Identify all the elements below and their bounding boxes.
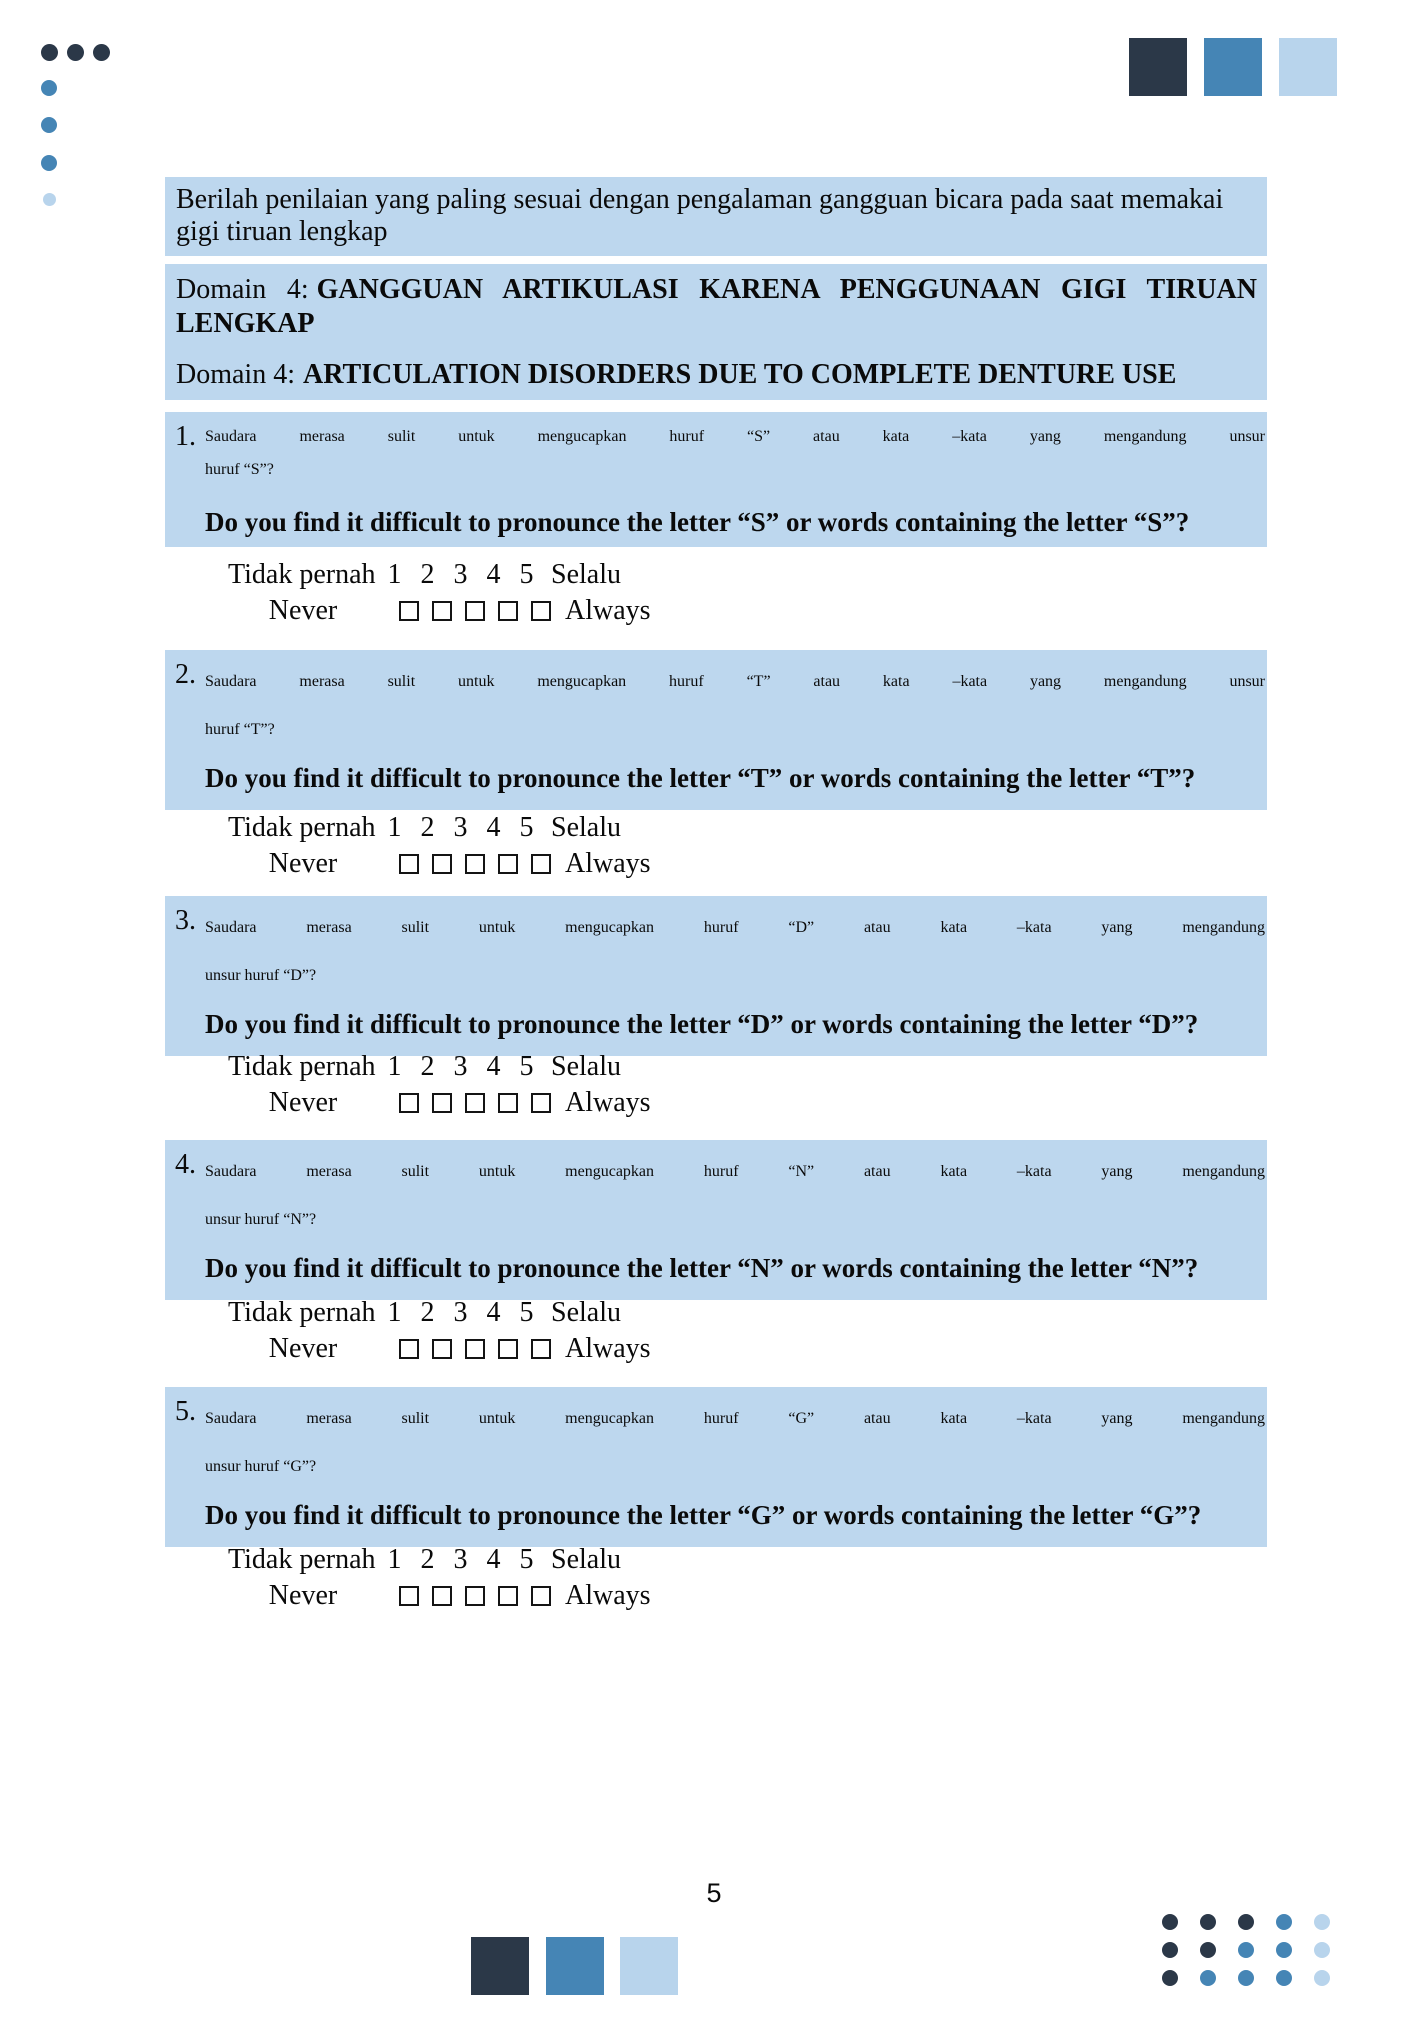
question-text-indonesian-line2: unsur huruf “G”? — [205, 1458, 317, 1475]
scale-number-2: 2 — [420, 559, 435, 590]
question-number: 1. — [175, 421, 196, 452]
scale-checkbox-row — [228, 593, 651, 629]
scale-right-label-id: Selalu — [551, 1544, 621, 1575]
scale-left-label-en: Never — [268, 848, 338, 879]
rating-checkbox-5[interactable] — [531, 1093, 551, 1113]
question-text-english: Do you find it difficult to pronounce the letter “N” or words containing the letter “N”? — [205, 1253, 1199, 1283]
deco-dot — [1238, 1970, 1254, 1986]
domain-title-block — [165, 264, 1267, 400]
deco-dot — [1162, 1942, 1178, 1958]
deco-dot — [1162, 1914, 1178, 1930]
deco-dot — [1238, 1942, 1254, 1958]
deco-dot — [1200, 1914, 1216, 1930]
scale-right-label-en: Always — [565, 1333, 651, 1364]
domain-title-bold: GANGGUAN ARTIKULASI KARENA PENGGUNAAN GIGI TIRUAN — [316, 274, 1257, 305]
domain-title-indonesian — [176, 273, 1257, 307]
domain-title-english — [176, 358, 1257, 392]
scale-left-label-id: Tidak pernah — [228, 1297, 376, 1328]
rating-checkbox-5[interactable] — [531, 854, 551, 874]
scale-number-2: 2 — [420, 1544, 435, 1575]
scale-number-3: 3 — [453, 1051, 468, 1082]
rating-checkbox-5[interactable] — [531, 1586, 551, 1606]
scale-number-4: 4 — [486, 812, 501, 843]
scale-labels-row — [228, 1049, 651, 1085]
question-text-indonesian: Saudara merasa sulit untuk mengucapkan huruf “T” atau kata –kata yang mengandung unsur — [205, 673, 1265, 690]
question-text-indonesian-line2: huruf “S”? — [205, 461, 274, 478]
rating-checkbox-2[interactable] — [432, 601, 452, 621]
rating-checkbox-3[interactable] — [465, 1586, 485, 1606]
scale-left-label-en: Never — [268, 595, 338, 626]
rating-checkbox-2[interactable] — [432, 1339, 452, 1359]
deco-dot — [41, 117, 57, 133]
deco-dot — [1276, 1942, 1292, 1958]
scale-number-5: 5 — [519, 812, 534, 843]
question-text-indonesian-line2: huruf “T”? — [205, 721, 275, 738]
scale-number-1: 1 — [387, 812, 402, 843]
rating-checkbox-3[interactable] — [465, 1093, 485, 1113]
scale-right-label-en: Always — [565, 1087, 651, 1118]
deco-square-light — [620, 1937, 678, 1995]
domain-prefix-en: Domain 4: — [176, 359, 295, 390]
scale-right-label-id: Selalu — [551, 559, 621, 590]
question-text-indonesian: Saudara merasa sulit untuk mengucapkan huruf “S” atau kata –kata yang mengandung unsur — [205, 428, 1265, 445]
scale-number-4: 4 — [486, 1544, 501, 1575]
deco-dot — [41, 80, 57, 96]
question-block-5 — [165, 1387, 1267, 1547]
question-block-1 — [165, 412, 1267, 547]
deco-dot — [43, 193, 56, 206]
question-number: 3. — [175, 905, 196, 936]
rating-checkbox-1[interactable] — [399, 1093, 419, 1113]
scale-number-1: 1 — [387, 1544, 402, 1575]
rating-checkbox-4[interactable] — [498, 601, 518, 621]
question-block-3 — [165, 896, 1267, 1056]
rating-checkbox-1[interactable] — [399, 854, 419, 874]
scale-labels-row — [228, 557, 651, 593]
scale-left-label-id: Tidak pernah — [228, 812, 376, 843]
question-text-indonesian: Saudara merasa sulit untuk mengucapkan huruf “N” atau kata –kata yang mengandung — [205, 1163, 1265, 1180]
scale-number-5: 5 — [519, 1297, 534, 1328]
deco-dot — [93, 44, 110, 61]
deco-dot — [1162, 1970, 1178, 1986]
scale-labels-row — [228, 1542, 651, 1578]
page-number: 5 — [706, 1878, 722, 1908]
question-text-english: Do you find it difficult to pronounce the letter “S” or words containing the letter “S”? — [205, 507, 1190, 537]
deco-dot — [1314, 1970, 1330, 1986]
rating-scale-4 — [228, 1295, 651, 1367]
scale-checkbox-row — [228, 1331, 651, 1367]
deco-dot — [1314, 1914, 1330, 1930]
rating-checkbox-3[interactable] — [465, 1339, 485, 1359]
intro-instruction-block — [165, 177, 1267, 256]
scale-number-4: 4 — [486, 1297, 501, 1328]
deco-dot — [41, 155, 57, 171]
question-text-indonesian-line2: unsur huruf “D”? — [205, 967, 317, 984]
scale-labels-row — [228, 810, 651, 846]
scale-number-2: 2 — [420, 812, 435, 843]
intro-line-2: gigi tiruan lengkap — [176, 216, 388, 247]
scale-number-3: 3 — [453, 1297, 468, 1328]
scale-number-5: 5 — [519, 559, 534, 590]
rating-checkbox-3[interactable] — [465, 601, 485, 621]
scale-checkbox-row — [228, 1085, 651, 1121]
scale-right-label-id: Selalu — [551, 1051, 621, 1082]
rating-checkbox-4[interactable] — [498, 854, 518, 874]
question-text-english: Do you find it difficult to pronounce the letter “T” or words containing the letter “T”? — [205, 763, 1196, 793]
deco-dot — [1200, 1970, 1216, 1986]
scale-number-1: 1 — [387, 1297, 402, 1328]
scale-right-label-en: Always — [565, 595, 651, 626]
rating-scale-3 — [228, 1049, 651, 1121]
deco-dot — [41, 44, 58, 61]
rating-scale-5 — [228, 1542, 651, 1614]
scale-number-4: 4 — [486, 1051, 501, 1082]
rating-checkbox-1[interactable] — [399, 1586, 419, 1606]
scale-right-label-en: Always — [565, 848, 651, 879]
rating-checkbox-1[interactable] — [399, 601, 419, 621]
rating-checkbox-4[interactable] — [498, 1586, 518, 1606]
domain-prefix: Domain 4: — [176, 274, 309, 305]
scale-number-3: 3 — [453, 812, 468, 843]
deco-dot — [1238, 1914, 1254, 1930]
intro-line-1: Berilah penilaian yang paling sesuai dengan pengalaman gangguan bicara pada saat memakai — [176, 184, 1224, 215]
scale-left-label-en: Never — [268, 1087, 338, 1118]
scale-left-label-id: Tidak pernah — [228, 1051, 376, 1082]
deco-dot — [1276, 1914, 1292, 1930]
scale-left-label-en: Never — [268, 1333, 338, 1364]
question-number: 4. — [175, 1149, 196, 1180]
question-text-english: Do you find it difficult to pronounce the letter “G” or words containing the letter “G”? — [205, 1500, 1202, 1530]
question-text-indonesian-line2: unsur huruf “N”? — [205, 1211, 317, 1228]
scale-checkbox-row — [228, 1578, 651, 1614]
rating-checkbox-2[interactable] — [432, 1586, 452, 1606]
deco-square-navy — [1129, 38, 1187, 96]
question-block-4 — [165, 1140, 1267, 1300]
deco-square-steel — [1204, 38, 1262, 96]
deco-square-steel — [546, 1937, 604, 1995]
question-text-english: Do you find it difficult to pronounce the letter “D” or words containing the letter “D”? — [205, 1009, 1199, 1039]
domain-title-indonesian-line2: LENGKAP — [176, 308, 315, 339]
scale-number-3: 3 — [453, 1544, 468, 1575]
scale-left-label-id: Tidak pernah — [228, 1544, 376, 1575]
deco-dot — [1200, 1942, 1216, 1958]
scale-right-label-id: Selalu — [551, 812, 621, 843]
scale-labels-row — [228, 1295, 651, 1331]
deco-square-navy — [471, 1937, 529, 1995]
question-number: 5. — [175, 1396, 196, 1427]
deco-dot — [67, 44, 84, 61]
rating-checkbox-3[interactable] — [465, 854, 485, 874]
scale-right-label-en: Always — [565, 1580, 651, 1611]
rating-scale-1 — [228, 557, 651, 629]
deco-square-light — [1279, 38, 1337, 96]
scale-number-1: 1 — [387, 559, 402, 590]
rating-checkbox-4[interactable] — [498, 1339, 518, 1359]
deco-dot — [1276, 1970, 1292, 1986]
scale-left-label-id: Tidak pernah — [228, 559, 376, 590]
rating-checkbox-2[interactable] — [432, 1093, 452, 1113]
scale-number-5: 5 — [519, 1051, 534, 1082]
scale-left-label-en: Never — [268, 1580, 338, 1611]
scale-number-2: 2 — [420, 1297, 435, 1328]
scale-number-2: 2 — [420, 1051, 435, 1082]
question-number: 2. — [175, 659, 196, 690]
rating-checkbox-5[interactable] — [531, 601, 551, 621]
rating-checkbox-1[interactable] — [399, 1339, 419, 1359]
scale-checkbox-row — [228, 846, 651, 882]
rating-checkbox-5[interactable] — [531, 1339, 551, 1359]
deco-dot — [1314, 1942, 1330, 1958]
rating-checkbox-2[interactable] — [432, 854, 452, 874]
rating-scale-2 — [228, 810, 651, 882]
scale-right-label-id: Selalu — [551, 1297, 621, 1328]
question-block-2 — [165, 650, 1267, 810]
domain-title-english-bold: ARTICULATION DISORDERS DUE TO COMPLETE DENTURE USE — [303, 359, 1177, 390]
rating-checkbox-4[interactable] — [498, 1093, 518, 1113]
scale-number-3: 3 — [453, 559, 468, 590]
question-text-indonesian: Saudara merasa sulit untuk mengucapkan huruf “D” atau kata –kata yang mengandung — [205, 919, 1265, 936]
question-text-indonesian: Saudara merasa sulit untuk mengucapkan huruf “G” atau kata –kata yang mengandung — [205, 1410, 1265, 1427]
scale-number-5: 5 — [519, 1544, 534, 1575]
scale-number-1: 1 — [387, 1051, 402, 1082]
scale-number-4: 4 — [486, 559, 501, 590]
